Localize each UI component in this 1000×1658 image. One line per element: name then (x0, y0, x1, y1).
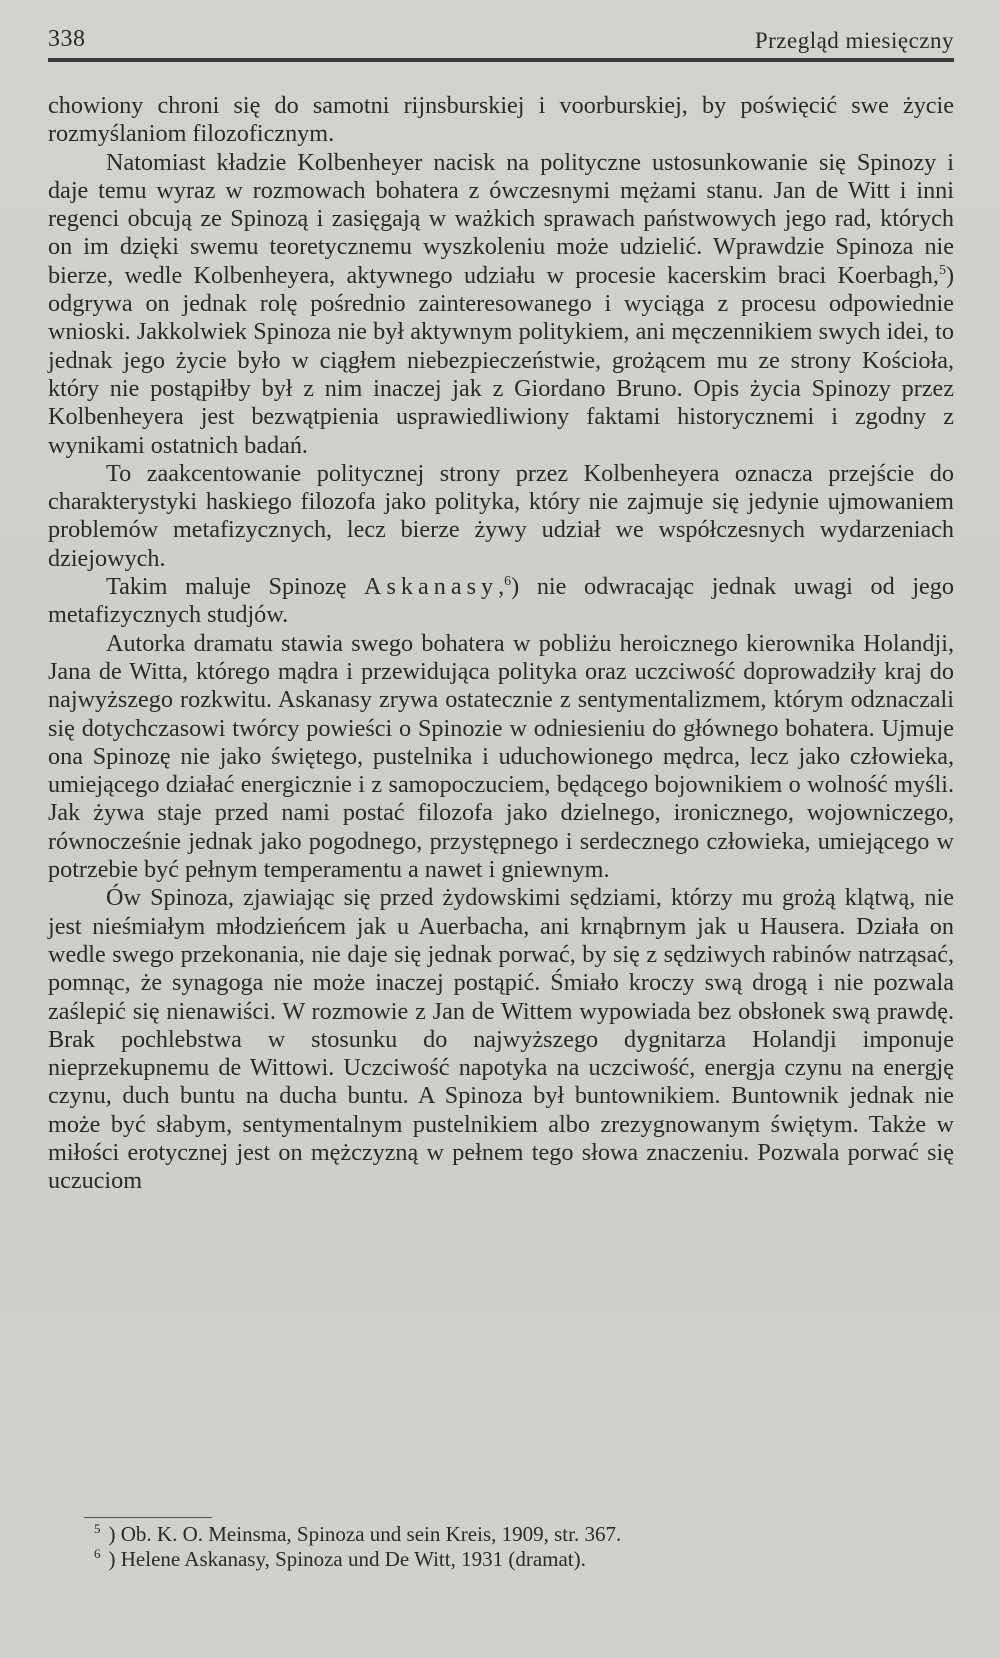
footnote-reference: 5 (938, 262, 946, 278)
footnote-mark: 5 (94, 1521, 101, 1536)
body-text (48, 92, 954, 1196)
paragraph (48, 149, 954, 460)
paragraph (48, 92, 954, 149)
footnote-rule (84, 1517, 212, 1518)
running-title: Przegląd miesięczny (754, 28, 954, 53)
page-number: 338 (48, 26, 86, 52)
paragraph-text: ) odgrywa on jednak rolę pośrednio zainteresowanego i wyciąga z procesu odpowiednie wnioski. Jakkolwiek Spinoza nie był aktywnym politykiem, ani męczennikiem swych idei, to jednak jego życie było w ciągłem niebezpieczeństwie, grożącem mu ze strony Kościoła, który nie postąpiłby był z nim inaczej jak z Giordano Bruno. Opis życia Spinozy przez Kolbenheyera jest bezwątpienia usprawiedliwiony faktami historycznemi i zgodny z wynikami ostatnich badań. (48, 261, 954, 459)
footnote-text: ) Ob. K. O. Meinsma, Spinoza und sein Kreis, 1909, str. 367. (108, 1522, 622, 1546)
paragraph-text: Takim maluje Spinozę (106, 573, 365, 601)
footnote (94, 1547, 940, 1572)
paragraph (48, 460, 954, 573)
paragraph (48, 630, 954, 885)
footnote-text: ) Helene Askanasy, Spinoza und De Witt, 1931 (dramat). (108, 1547, 586, 1571)
paragraph-text: , (498, 573, 505, 601)
footnote-mark: 6 (94, 1546, 101, 1561)
footnotes (94, 1522, 940, 1572)
paragraph (48, 573, 954, 630)
paragraph-text: Ów Spinoza, zjawiając się przed żydowskimi sędziami, którzy mu grożą klątwą, nie jest nieśmiałym młodzieńcem jak u Auerbacha, ani krnąbrnym jak u Hausera. Działa on wedle swego przekonania, nie daje się jednak porwać, by się z sędziwych rabinów natrząsać, pomnąc, że synagoga nie może inaczej postąpić. Śmiało kroczy swą drogą i nie pozwala zaślepić się nienawiści. W rozmowie z Jan de Wittem wypowiada bez obsłonek swą prawdę. Brak pochlebstwa w stosunku do najwyższego dygnitarza Holandji imponuje nieprzekupnemu de Wittowi. Uczciwość napotyka na uczciwość, energja czynu na energję czynu, duch buntu na ducha buntu. A Spinoza był buntownikiem. Buntownik jednak nie może być słabym, sentymentalnym pustelnikiem albo zrezygnowanym świętym. Także w miłości erotycznej jest on mężczyzną w pełnem tego słowa znaczeniu. Pozwala porwać się uczuciom (48, 884, 954, 1195)
paragraph-text: ) nie odwracając jednak uwagi od jego metafizycznych studjów. (48, 573, 954, 629)
paragraph-text: chowiony chroni się do samotni rijnsburskiej i voorburskiej, by poświęcić swe życie rozmyślaniom filozoficznym. (48, 92, 954, 148)
footnote (94, 1522, 940, 1547)
footnote-reference: 6 (504, 573, 512, 589)
page-header (48, 22, 954, 60)
paragraph-text: Natomiast kładzie Kolbenheyer nacisk na polityczne ustosunkowanie się Spinozy i daje temu wyraz w rozmowach bohatera z ówczesnymi mężami stanu. Jan de Witt i inni regenci obcują ze Spinozą i zasięgają w ważkich sprawach państwowych jego rad, których on im dzięki swemu teoretycznemu wyszkoleniu może udzielić. Wprawdzie Spinoza nie bierze, wedle Kolbenheyera, aktywnego udziału w procesie kacerskim braci Koerbagh, (48, 148, 954, 289)
header-rule (48, 58, 954, 62)
paragraph (48, 884, 954, 1195)
paragraph-text: To zaakcentowanie politycznej strony przez Kolbenheyera oznacza przejście do charakterystyki haskiego filozofa jako polityka, który nie zajmuje się jedynie ujmowaniem problemów metafizycznych, lecz bierze żywy udział we współczesnych wydarzeniach dziejowych. (48, 459, 954, 572)
spaced-name: Askanasy (364, 573, 499, 601)
paragraph-text: Autorka dramatu stawia swego bohatera w pobliżu heroicznego kierownika Holandji, Jana de Witta, którego mądra i przewidująca polityka oraz uczciwość doprowadziły kraj do najwyższego rozkwitu. Askanasy zrywa ostatecznie z sentymentalizmem, którym odznaczali się dotychczasowi twórcy powieści o Spinozie w odniesieniu do głównego bohatera. Ujmuje ona Spinozę nie jako świętego, pustelnika i uduchowionego mędrca, lecz jako człowieka, umiejącego działać energicznie i z samopoczuciem, będącego bojownikiem o wolność myśli. Jak żywa staje przed nami postać filozofa jako dzielnego, ironicznego, wojowniczego, równocześnie jednak jako pogodnego, przystępnego i serdecznego człowieka, umiejącego w potrzebie być pełnym temperamentu a nawet i gniewnym. (48, 629, 954, 884)
